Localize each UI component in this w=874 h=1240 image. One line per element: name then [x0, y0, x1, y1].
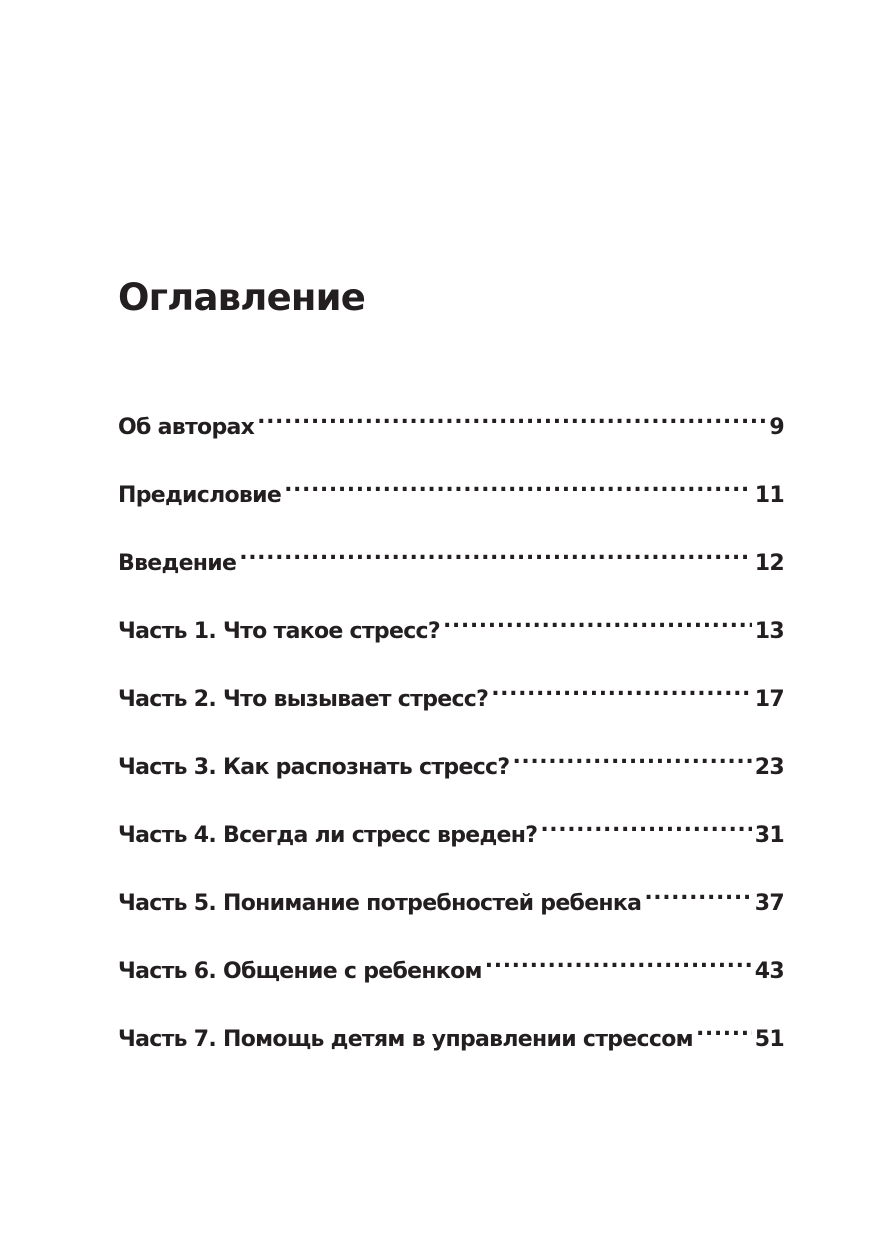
toc-entry-page-number: 13 — [754, 619, 784, 644]
toc-entry — [118, 400, 784, 468]
toc-entry-title: Часть 6. Общение с ребенком — [118, 959, 482, 984]
toc-entry — [118, 944, 784, 1012]
toc-entry-page-number: 11 — [754, 483, 784, 508]
toc-entry-page-number: 23 — [754, 755, 784, 780]
toc-entry — [118, 536, 784, 604]
dot-leader — [443, 604, 752, 638]
toc-entry — [118, 468, 784, 536]
toc-entry — [118, 808, 784, 876]
toc-entry-page-number: 43 — [754, 959, 784, 984]
toc-entry — [118, 740, 784, 808]
toc-entry-page-number: 9 — [769, 415, 784, 440]
toc-entry-page-number: 37 — [754, 891, 784, 916]
toc-entry-title: Об авторах — [118, 415, 255, 440]
dot-leader — [644, 876, 751, 910]
toc-entry-page-number: 12 — [754, 551, 784, 576]
dot-leader — [512, 740, 751, 774]
toc-entry — [118, 604, 784, 672]
toc-entry-title: Часть 2. Что вызывает стресс? — [118, 687, 489, 712]
dot-leader — [257, 400, 766, 434]
toc-entry — [118, 1012, 784, 1080]
dot-leader — [491, 672, 752, 706]
toc-entry-title: Часть 7. Помощь детям в управлении стрессом — [118, 1027, 693, 1052]
dot-leader — [540, 808, 751, 842]
toc-entry-page-number: 31 — [754, 823, 784, 848]
toc-entry-title: Предисловие — [118, 483, 282, 508]
table-of-contents — [118, 400, 784, 1080]
toc-entry-page-number: 17 — [754, 687, 784, 712]
toc-entry-title: Часть 1. Что такое стресс? — [118, 619, 440, 644]
toc-heading: Оглавление — [118, 276, 366, 319]
dot-leader — [696, 1012, 752, 1046]
dot-leader — [485, 944, 752, 978]
dot-leader — [284, 468, 752, 502]
toc-entry-title: Часть 3. Как распознать стресс? — [118, 755, 510, 780]
toc-entry — [118, 876, 784, 944]
toc-entry-title: Введение — [118, 551, 237, 576]
toc-entry-title: Часть 4. Всегда ли стресс вреден? — [118, 823, 538, 848]
toc-entry-title: Часть 5. Понимание потребностей ребенка — [118, 891, 642, 916]
dot-leader — [239, 536, 752, 570]
toc-entry — [118, 672, 784, 740]
toc-entry-page-number: 51 — [754, 1027, 784, 1052]
